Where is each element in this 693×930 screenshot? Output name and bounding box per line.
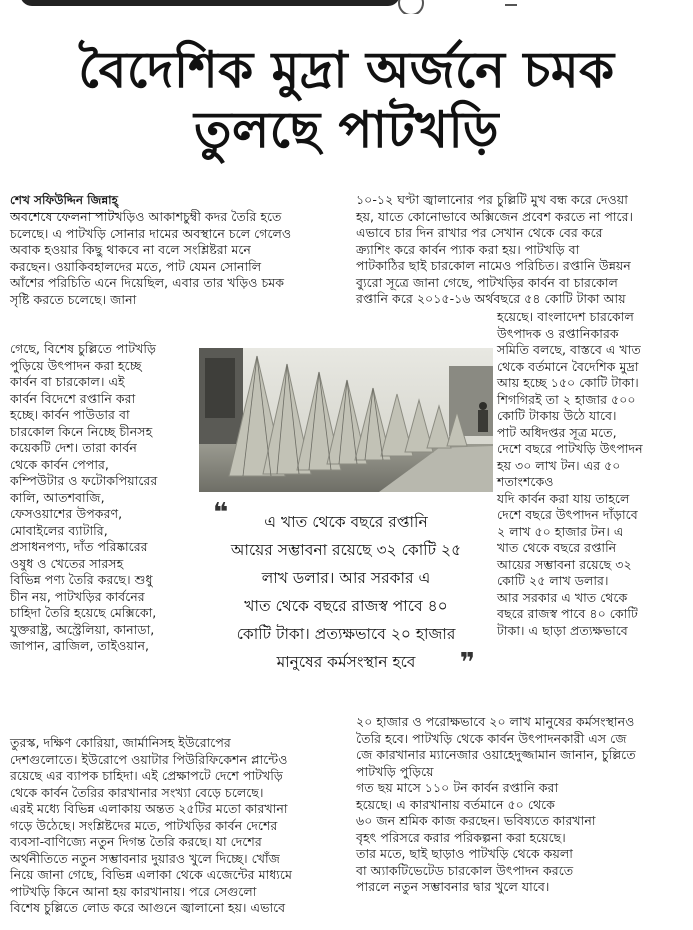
- text-line: ব্যবসা-বাণিজ্যে নতুন দিগন্ত তৈরি করছে। যা দেশের: [10, 834, 262, 849]
- text-line: চাহিদা তৈরি হয়েছে মেক্সিকো,: [10, 605, 157, 620]
- text-line: পাট অধিদপ্তর সূত্র মতে,: [497, 424, 617, 440]
- headline-line-2: তুলছে পাটখড়ি: [193, 101, 500, 159]
- left-bottom-paragraph: [10, 735, 350, 917]
- text-line: কয়েকটি দেশ। তারা কার্বন: [10, 440, 137, 455]
- text-line: শতাংশকেও: [497, 474, 554, 489]
- text-line: ব্যুরো সূত্রে জানা গেছে, পাটখড়ির কার্বন বা চারকোল: [356, 274, 618, 290]
- text-line: মোবাইলের ব্যাটারি,: [10, 522, 108, 538]
- text-line: হয়, যাতে কোনোভাবে অক্সিজেন প্রবেশ করতে না পারে।: [356, 208, 634, 224]
- left-narrow-paragraph: [10, 341, 196, 655]
- text-line: জে কারখানার ম্যানেজার ওয়াহেদুজ্জামান জানান, চুল্লিতে: [356, 747, 636, 762]
- text-line: পাটখড়ি কিনে আনা হয় কারখানায়। পরে সেগুলো: [10, 883, 257, 899]
- pull-quote-line: লাখ ডলার। আর সরকার এ: [261, 569, 431, 587]
- text-line: প্রসাধনপণ্য, দাঁত পরিষ্কারের: [10, 539, 148, 554]
- text-line: হয় ৩০ লাখ টন। এর ৫০: [497, 457, 621, 473]
- text-line: করছেন। ওয়াকিবহালদের মতে, পাট যেমন সোনালি: [10, 258, 262, 274]
- text-line: পাটকাঠির ছাই চারকোল নামেও পরিচিত। রপ্তানি উন্নয়ন: [356, 258, 631, 273]
- text-line: উৎপাদক ও রপ্তানিকারক: [497, 325, 619, 341]
- ornament-ring: [398, 0, 424, 14]
- text-line: নিয়ে জানা গেছে, বিভিন্ন এলাকা থেকে এজেন্টের মাধ্যমে: [10, 867, 292, 882]
- text-line: টাকা। এ ছাড়া প্রত্যক্ষভাবে: [497, 622, 628, 638]
- text-line: আর সরকার এ খাত থেকে: [497, 589, 628, 605]
- text-line: জাপান, ব্রাজিল, তাইওয়ান,: [10, 638, 150, 653]
- text-line: বা অ্যাকটিভেটেড চারকোল উৎপাদন করতে: [356, 862, 574, 878]
- text-line: চলেছে। এ পাটখড়ি সোনার দামের অবস্থানে চলে গেলেও: [10, 225, 292, 241]
- text-line: হয়েছে। বাংলাদেশ চারকোল: [497, 309, 634, 324]
- text-line: তৈরি হবে। পাটখড়ি থেকে কার্বন উৎপাদনকারী এস জে: [356, 730, 627, 746]
- left-intro-paragraph: [10, 209, 350, 308]
- right-narrow-paragraph: [497, 309, 687, 639]
- text-line: আয়ের সম্ভাবনা রয়েছে ৩২: [497, 556, 632, 572]
- text-line: যুক্তরাষ্ট্র, অস্ট্রেলিয়া, কানাডা,: [10, 621, 155, 637]
- text-line: রয়েছে এর ব্যাপক চাহিদা। এই প্রেক্ষাপটে দেশে পাটখড়ি: [10, 768, 283, 783]
- masthead-bar: [20, 0, 400, 6]
- right-bottom-paragraph: [356, 714, 686, 896]
- text-line: চীন নয়, পাটখড়ির কার্বনের: [10, 588, 145, 604]
- text-line: অবাক হওয়ার কিছু থাকবে না বলে সংশ্লিষ্টরা মনে: [10, 242, 251, 257]
- text-line: বৃহৎ পরিসরে করার পরিকল্পনা করা হয়েছে।: [356, 829, 566, 845]
- text-line: ক্র্যাশিং করে কার্বন প্যাক করা হয়। পাটখড়ি বা: [356, 241, 580, 257]
- text-line: ওষুধ ও খেতের সারসহ: [10, 555, 124, 571]
- text-line: সৃষ্টি করতে চলেছে। জানা: [10, 291, 137, 307]
- text-line: গেছে, বিশেষ চুল্লিতে পাটখড়ি: [10, 341, 156, 356]
- text-line: ফেসওয়াশের উপকরণ,: [10, 506, 123, 521]
- text-line: অবশেষে ফেলনা পাটখড়িও আকাশচুম্বী কদর তৈরি হতে: [10, 209, 282, 224]
- text-line: গড়ে উঠেছে। সংশ্লিষ্টদের মতে, পাটখড়ির কার্বন দেশের: [10, 817, 278, 833]
- text-line: পুড়িয়ে উৎপাদন করা হচ্ছে: [10, 357, 142, 373]
- headline-line-1: বৈদেশিক মুদ্রা অর্জনে চমক: [78, 41, 615, 99]
- ornament-mark: [505, 0, 517, 6]
- pull-quote-line: কোটি টাকা। প্রত্যক্ষভাবে ২০ হাজার: [236, 625, 456, 643]
- text-line: ১০-১২ ঘণ্টা জ্বালানোর পর চুল্লিটি মুখ বন্ধ করে দেওয়া: [356, 192, 628, 207]
- text-line: দেশগুলোতে। ইউরোপে ওয়াটার পিউরিফিকেশন প্লান্টেও: [10, 751, 288, 767]
- text-line: কম্পিউটার ও ফটোকপিয়ারের: [10, 473, 158, 488]
- text-line: কালি, আতশবাজি,: [10, 489, 105, 505]
- text-line: আয় হচ্ছে ১৫০ কোটি টাকা।: [497, 375, 639, 390]
- text-line: বছরে রাজস্ব পাবে ৪০ কোটি: [497, 606, 638, 621]
- text-line: পাটখড়ি পুড়িয়ে: [356, 763, 434, 779]
- right-top-paragraph: [356, 192, 686, 308]
- text-line: গত ছয় মাসে ১১০ টন কার্বন রপ্তানি করা: [356, 780, 559, 795]
- text-line: হচ্ছে। কার্বন পাউডার বা: [10, 407, 130, 422]
- text-line: থেকে কার্বন পেপার,: [10, 456, 109, 472]
- headline: [0, 40, 693, 160]
- text-line: এভাবে চার দিন রাখার পর সেখান থেকে বের করে: [356, 225, 603, 240]
- text-line: খাত থেকে বছরে রপ্তানি: [497, 540, 617, 555]
- pull-quote-line: আয়ের সম্ভাবনা রয়েছে ৩২ কোটি ২৫: [230, 541, 462, 559]
- close-quote-icon: ❞: [459, 648, 475, 678]
- text-line: দেশে বছরে উৎপাদন দাঁড়াবে: [497, 507, 638, 522]
- text-line: শিগগিরই তা ২ হাজার ৫০০: [497, 391, 636, 407]
- text-line: ২ লাখ ৫০ হাজার টন। এ: [497, 523, 624, 539]
- text-line: কোটি ২৫ লাখ ডলার।: [497, 573, 609, 588]
- pull-quote: [199, 498, 493, 676]
- text-line: দেশে বছরে পাটখড়ি উৎপাদন: [497, 441, 643, 456]
- pull-quote-line: খাত থেকে বছরে রাজস্ব পাবে ৪০: [244, 597, 448, 615]
- pull-quote-text: [199, 508, 493, 676]
- text-line: পারলে নতুন সম্ভাবনার দ্বার খুলে যাবে।: [356, 879, 550, 894]
- pull-quote-line: মানুষের কর্মসংস্থান হবে: [276, 653, 416, 671]
- text-line: বিশেষ চুল্লিতে লোড করে আগুনে জ্বালানো হয়। এভাবে: [10, 900, 286, 915]
- text-line: হয়েছে। এ কারখানায় বর্তমানে ৫০ থেকে: [356, 796, 555, 812]
- text-line: থেকে কার্বন তৈরির কারখানার সংখ্যা বেড়ে চলেছে।: [10, 784, 264, 800]
- text-line: বিভিন্ন পণ্য তৈরি করছে। শুধু: [10, 572, 153, 587]
- text-line: অর্থনীতিতে নতুন সম্ভাবনার দুয়ারও খুলে দিচ্ছে। খোঁজ: [10, 850, 280, 866]
- text-line: কোটি টাকায় উঠে যাবে।: [497, 408, 617, 423]
- text-line: যদি কার্বন করা যায় তাহলে: [497, 490, 630, 506]
- byline: শেখ সফিউদ্দিন জিন্নাহ্: [10, 192, 118, 214]
- text-line: তার মতে, ছাই ছাড়াও পাটখড়ি থেকে কয়লা: [356, 846, 573, 861]
- text-line: কার্বন বিদেশে রপ্তানি করা: [10, 390, 136, 406]
- text-line: তুরস্ক, দক্ষিণ কোরিয়া, জার্মানিসহ ইউরোপের: [10, 735, 231, 750]
- text-line: এরই মধ্যে বিভিন্ন এলাকায় অন্তত ২৫টির মতো কারখানা: [10, 801, 288, 816]
- open-quote-icon: ❝: [213, 498, 229, 528]
- masthead-strip: [0, 0, 693, 14]
- jute-stick-stacks-photo: [199, 348, 493, 492]
- text-line: ২০ হাজার ও পরোক্ষভাবে ২০ লাখ মানুষের কর্মসংস্থানও: [356, 714, 635, 729]
- text-line: ৬০ জন শ্রমিক কাজ করছেন। ভবিষ্যতে কারখানা: [356, 813, 596, 828]
- text-line: আঁশের পরিচিতি এনে দিয়েছিল, এবার তার খড়িও চমক: [10, 275, 285, 290]
- pull-quote-line: এ খাত থেকে বছরে রপ্তানি: [264, 513, 428, 531]
- text-line: কার্বন বা চারকোল। এই: [10, 374, 125, 389]
- text-line: চারকোল কিনে নিচ্ছে চীনসহ: [10, 423, 153, 439]
- text-line: থেকে বর্তমানে বৈদেশিক মুদ্রা: [497, 358, 639, 374]
- text-line: সমিতি বলছে, বাস্তবে এ খাত: [497, 342, 641, 357]
- text-line: রপ্তানি করে ২০১৫-১৬ অর্থবছরে ৫৪ কোটি টাকা আয়: [356, 291, 626, 306]
